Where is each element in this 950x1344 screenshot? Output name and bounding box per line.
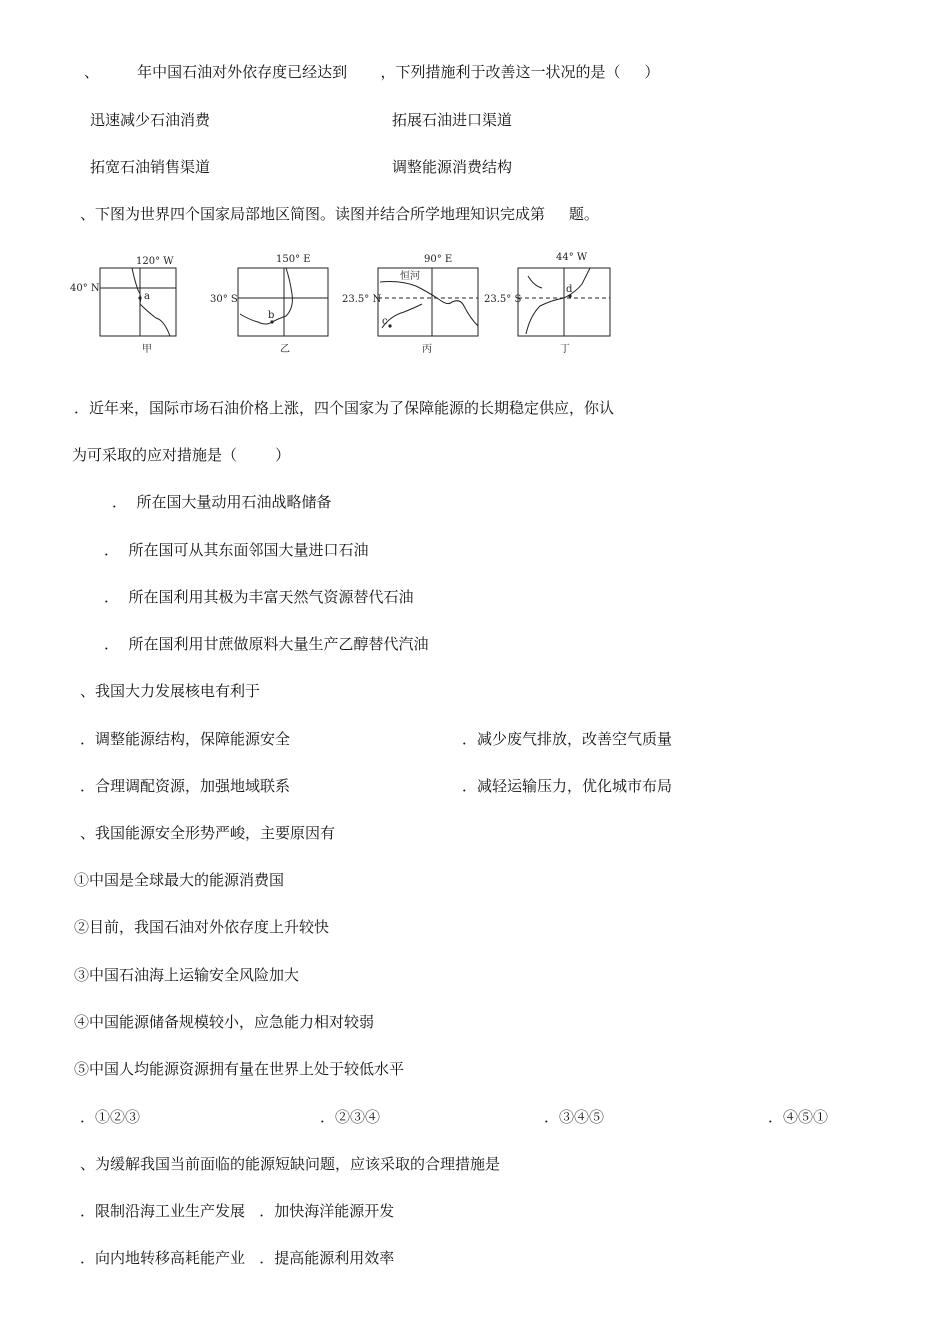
map-bing-point: c	[382, 316, 388, 327]
q4-option-b: ．减少废气排放，改善空气质量	[462, 730, 673, 748]
q5-statement-3: ③中国石油海上运输安全风险加大	[74, 966, 300, 984]
map-bing-river-label: 恒河	[400, 271, 420, 282]
q3-option-d: ． 所在国利用甘蔗做原料大量生产乙醇替代汽油	[104, 635, 429, 653]
q6-options-row1: ．限制沿海工业生产发展 ．加快海洋能源开发	[80, 1202, 395, 1220]
map-jia-lon-label: 120° W	[136, 256, 174, 267]
q5-statement-1: ①中国是全球最大的能源消费国	[74, 871, 285, 889]
map-ding-point: d	[566, 284, 573, 295]
map-bing-lat-label: 23.5° N	[342, 294, 382, 305]
q5-option-b: ．②③④	[320, 1108, 381, 1126]
map-yi-name: 乙	[280, 344, 290, 355]
q5-option-c: ．③④⑤	[544, 1108, 605, 1126]
map-bing-lon-label: 90° E	[424, 254, 453, 265]
q5-option-a: ．①②③	[80, 1108, 141, 1126]
map-bing-name: 丙	[422, 344, 432, 355]
maps-svg	[60, 246, 640, 366]
map-ding	[484, 252, 610, 355]
map-ding-lat-label: 23.5° S	[484, 294, 522, 305]
q4-option-c: ．合理调配资源，加强地域联系	[80, 777, 291, 795]
q3-option-b: ． 所在国可从其东面邻国大量进口石油	[104, 541, 369, 559]
q4-option-d: ．减轻运输压力，优化城市布局	[462, 777, 673, 795]
map-jia-lat-label: 40° N	[70, 283, 100, 294]
q1-option-c: 拓宽石油销售渠道	[90, 158, 211, 176]
map-jia	[70, 256, 176, 355]
q5-statement-2: ②目前，我国石油对外依存度上升较快	[74, 918, 330, 936]
q4-stem: 、我国大力发展核电有利于	[80, 682, 261, 700]
q3-option-c: ． 所在国利用其极为丰富天然气资源替代石油	[104, 588, 414, 606]
map-yi-lat-label: 30° S	[210, 294, 238, 305]
q1-option-a: 迅速减少石油消费	[90, 111, 211, 129]
q1-option-b: 拓展石油进口渠道	[392, 111, 513, 129]
map-yi-lon-label: 150° E	[276, 254, 311, 265]
q5-stem: 、我国能源安全形势严峻，主要原因有	[80, 824, 336, 842]
q5-statement-4: ④中国能源储备规模较小，应急能力相对较弱	[74, 1013, 375, 1031]
q6-stem: 、为缓解我国当前面临的能源短缺问题，应该采取的合理措施是	[80, 1155, 501, 1173]
q3-option-a: ． 所在国大量动用石油战略储备	[112, 493, 332, 511]
map-ding-lon-label: 44° W	[556, 252, 588, 263]
map-jia-name: 甲	[142, 344, 152, 355]
map-yi-point: b	[268, 310, 275, 321]
q1-option-d: 调整能源消费结构	[392, 158, 513, 176]
map-jia-point: a	[144, 291, 150, 302]
q4-option-a: ．调整能源结构，保障能源安全	[80, 730, 291, 748]
country-maps-figure	[60, 246, 640, 366]
q3-stem-line2: 为可采取的应对措施是（ ）	[72, 446, 291, 464]
q5-statement-5: ⑤中国人均能源资源拥有量在世界上处于较低水平	[74, 1060, 405, 1078]
q1-stem: 、 年中国石油对外依存度已经达到 ，下列措施利于改善这一状况的是（ ）	[84, 63, 660, 81]
q2-stem: 、下图为世界四个国家局部地区简图。读图并结合所学地理知识完成第 题。	[80, 205, 599, 223]
q3-stem-line1: ．近年来，国际市场石油价格上涨，四个国家为了保障能源的长期稳定供应，你认	[74, 399, 615, 417]
map-yi	[210, 254, 328, 355]
map-ding-name: 丁	[560, 344, 570, 355]
map-bing	[342, 254, 478, 355]
q5-option-d: ．④⑤①	[768, 1108, 829, 1126]
q6-options-row2: ．向内地转移高耗能产业 ．提高能源利用效率	[80, 1249, 395, 1267]
